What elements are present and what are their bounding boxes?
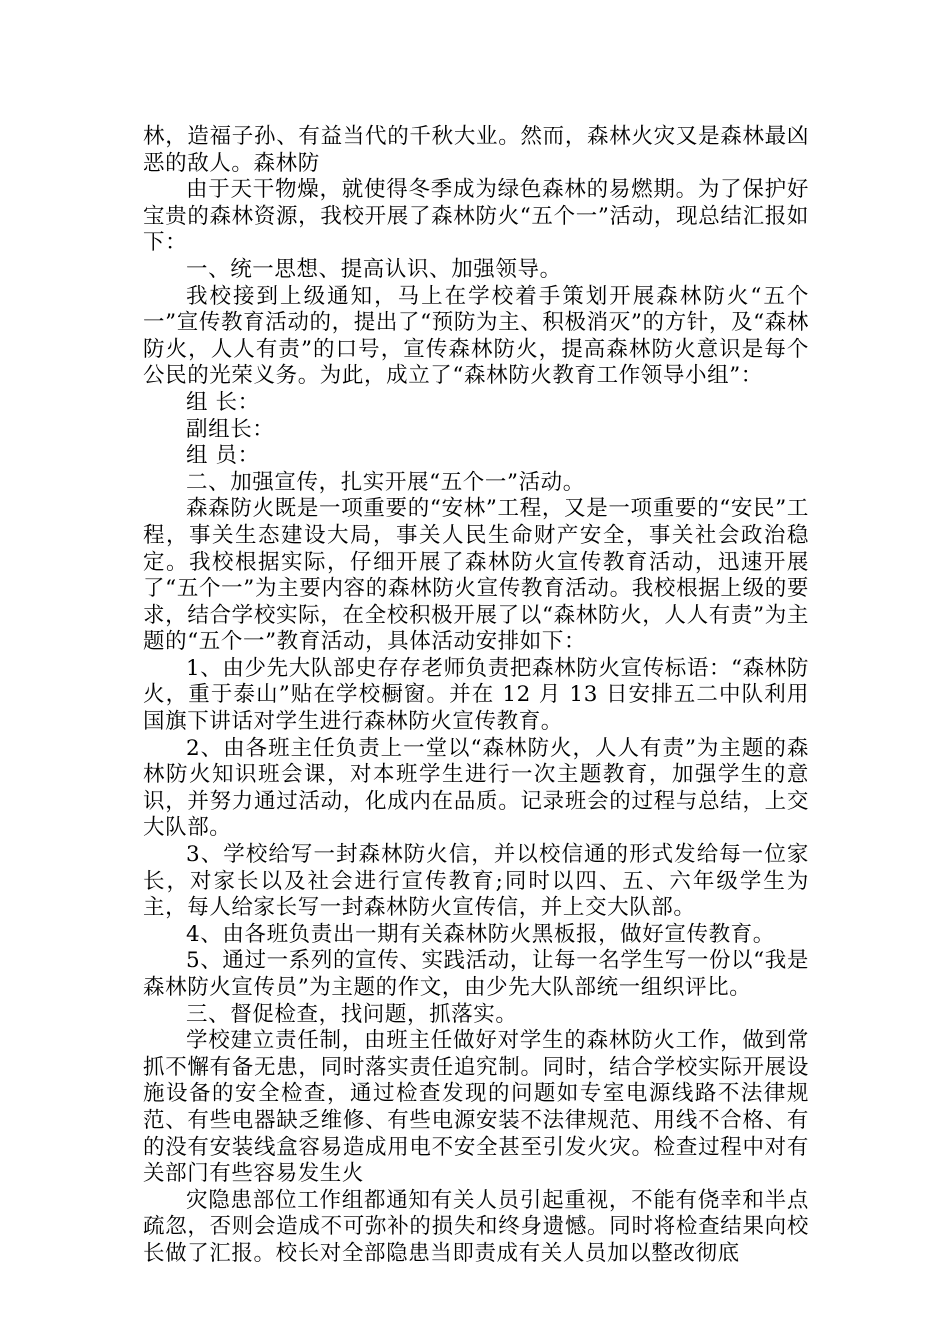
- document-body: [143, 124, 809, 1268]
- section-heading: 二、加强宣传，扎实开展“五个一”活动。: [186, 469, 585, 495]
- leader-line: 组 长：: [186, 389, 260, 415]
- paragraph: 学校建立责任制，由班主任做好对学生的森林防火工作，做到常抓不懈有备无患，同时落实责任追究制。同时，结合学校实际开展设施设备的安全检查，通过检查发现的问题如专室电源线路不法律规范、有些电器缺乏维修、有些电源安装不法律规范、用线不合格、有的没有安装线盒容易造成用电不安全甚至引发火灾。检查过程中对有关部门有些容易发生火: [143, 1028, 809, 1187]
- paragraph: 森森防火既是一项重要的“安林”工程，又是一项重要的“安民”工程，事关生态建设大局，事关人民生命财产安全，事关社会政治稳定。我校根据实际，仔细开展了森林防火宣传教育活动，迅速开展了“五个一”为主要内容的森林防火宣传教育活动。我校根据上级的要求，结合学校实际，在全校积极开展了以“森林防火，人人有责”为主题的“五个一”教育活动，具体活动安排如下：: [143, 496, 809, 655]
- list-item: 5、通过一系列的宣传、实践活动，让每一名学生写一份以“我是森林防火宣传员”为主题的作文，由少先大队部统一组织评比。: [143, 948, 809, 1000]
- paragraph: 灾隐患部位工作组都通知有关人员引起重视，不能有侥幸和半点疏忽，否则会造成不可弥补的损失和终身遗憾。同时将检查结果向校长做了汇报。校长对全部隐患当即责成有关人员加以整改彻底: [143, 1187, 809, 1266]
- member-line: 组 员：: [186, 443, 260, 469]
- list-item: 4、由各班负责出一期有关森林防火黑板报，做好宣传教育。: [186, 921, 775, 947]
- paragraph: 由于天干物燥，就使得冬季成为绿色森林的易燃期。为了保护好宝贵的森林资源，我校开展了森林防火“五个一”活动，现总结汇报如下：: [143, 177, 809, 256]
- list-item: 2、由各班主任负责上一堂以“森林防火，人人有责”为主题的森林防火知识班会课，对本班学生进行一次主题教育，加强学生的意识，并努力通过活动，化成内在品质。记录班会的过程与总结，上交大队部。: [143, 735, 809, 841]
- paragraph: 我校接到上级通知，马上在学校着手策划开展森林防火“五个一”宣传教育活动的，提出了“预防为主、积极消灭”的方针，及“森林防火，人人有责”的口号，宣传森林防火，提高森林防火意识是每个公民的光荣义务。为此，成立了“森林防火教育工作领导小组”：: [143, 283, 809, 389]
- section-heading: 一、统一思想、提高认识、加强领导。: [186, 256, 562, 282]
- list-item: 3、学校给写一封森林防火信，并以校信通的形式发给每一位家长，对家长以及社会进行宣传教育;同时以四、五、六年级学生为主，每人给家长写一封森林防火宣传信，并上交大队部。: [143, 842, 809, 921]
- list-item: 1、由少先大队部史存存老师负责把森林防火宣传标语：“森林防火，重于泰山”贴在学校橱窗。并在 12 月 13 日安排五二中队利用国旗下讲话对学生进行森林防火宣传教育。: [143, 655, 809, 735]
- paragraph: 林，造福子孙、有益当代的千秋大业。然而，森林火灾又是森林最凶恶的敌人。森林防: [143, 124, 809, 176]
- deputy-leader-line: 副组长：: [186, 416, 275, 442]
- section-heading: 三、督促检查，找问题，抓落实。: [186, 1001, 518, 1027]
